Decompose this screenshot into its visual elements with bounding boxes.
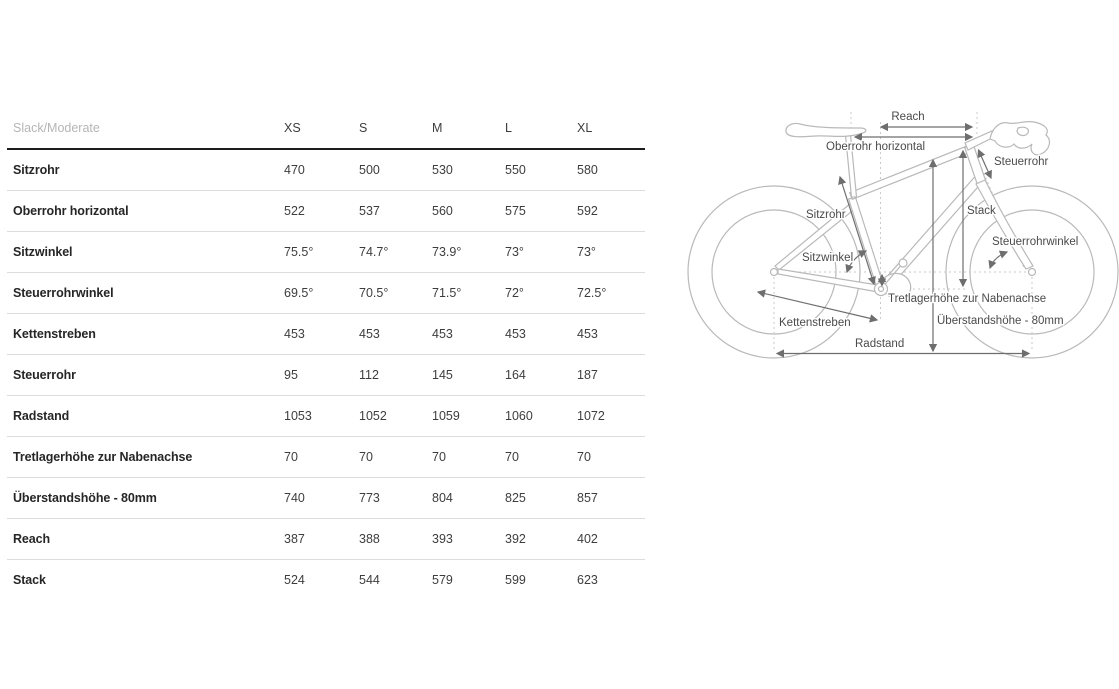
row-value: 575 — [505, 191, 577, 232]
row-label: Steuerrohrwinkel — [7, 273, 284, 314]
bottom-bracket — [875, 283, 888, 296]
column-header: S — [359, 109, 432, 149]
column-header: M — [432, 109, 505, 149]
row-value: 392 — [505, 519, 577, 560]
row-value: 71.5° — [432, 273, 505, 314]
saddle — [786, 123, 866, 136]
row-value: 470 — [284, 149, 359, 191]
row-value: 70 — [505, 437, 577, 478]
row-label: Überstandshöhe - 80mm — [7, 478, 284, 519]
row-value: 592 — [577, 191, 645, 232]
row-value: 599 — [505, 572, 526, 587]
table-row — [7, 232, 645, 273]
row-value: 773 — [359, 478, 432, 519]
stem — [965, 131, 994, 150]
row-value: 95 — [284, 355, 359, 396]
row-value: 73° — [577, 232, 645, 273]
row-value: 75.5° — [284, 232, 359, 273]
reach-label: Reach — [891, 111, 925, 123]
handlebar — [990, 122, 1049, 155]
rear-axle — [771, 269, 778, 276]
row-value: 1059 — [432, 396, 505, 437]
row-value: 530 — [432, 149, 505, 191]
row-label: Steuerrohr — [7, 355, 284, 396]
row-value: 623 — [577, 572, 598, 587]
table-row — [7, 191, 645, 232]
pedal-spindle — [899, 259, 907, 267]
row-value: 453 — [577, 314, 645, 355]
row-value: 187 — [577, 355, 645, 396]
row-value: 70 — [432, 437, 505, 478]
row-label: Kettenstreben — [7, 314, 284, 355]
row-value: 825 — [505, 478, 577, 519]
row-value: 453 — [359, 314, 432, 355]
row-value: 453 — [505, 314, 577, 355]
row-value: 544 — [359, 572, 380, 587]
geometry-table — [7, 109, 645, 600]
chain-stays — [778, 269, 878, 292]
row-value: 72° — [505, 273, 577, 314]
row-value: 579 — [432, 572, 453, 587]
sitzwinkel-label: Sitzwinkel — [802, 252, 854, 264]
row-value: 1052 — [359, 396, 432, 437]
steuerrohr-label: Steuerrohr — [994, 156, 1049, 168]
table-row — [7, 437, 645, 478]
row-value: 69.5° — [284, 273, 359, 314]
table-row — [7, 314, 645, 355]
row-value: 560 — [432, 191, 505, 232]
table-row — [7, 273, 645, 314]
table-row — [7, 560, 645, 601]
table-row — [7, 519, 645, 560]
row-value: 857 — [577, 478, 645, 519]
top-tube — [850, 146, 971, 200]
row-value: 453 — [432, 314, 505, 355]
seat-tube — [849, 197, 885, 290]
row-value: 1072 — [577, 396, 645, 437]
row-value: 740 — [284, 478, 359, 519]
row-value: 73° — [505, 232, 577, 273]
row-value: 73.9° — [432, 232, 505, 273]
sitzrohr-label: Sitzrohr — [806, 209, 846, 221]
ueberstandshoehe-label: Überstandshöhe - 80mm — [937, 315, 1064, 327]
row-label: Sitzwinkel — [7, 232, 284, 273]
row-value: 388 — [359, 519, 432, 560]
table-row — [7, 396, 645, 437]
row-value: 393 — [432, 519, 505, 560]
geometry-table-body — [7, 149, 645, 600]
row-value: 70 — [284, 437, 359, 478]
row-label: Stack — [13, 572, 46, 587]
row-value: 402 — [577, 519, 645, 560]
fork — [976, 180, 1033, 269]
row-value: 145 — [432, 355, 505, 396]
geometry-table-head — [7, 109, 645, 149]
bike-geometry-diagram — [680, 95, 1119, 370]
oberrohr-horizontal-label: Oberrohr horizontal — [826, 141, 926, 153]
stack-label: Stack — [967, 205, 996, 217]
row-value: 112 — [359, 355, 432, 396]
row-value: 580 — [577, 149, 645, 191]
table-row — [7, 478, 645, 519]
row-value: 524 — [284, 572, 305, 587]
row-value: 70 — [359, 437, 432, 478]
kettenstreben-label: Kettenstreben — [779, 317, 851, 329]
row-label: Radstand — [7, 396, 284, 437]
row-value: 500 — [359, 149, 432, 191]
table-row — [7, 149, 645, 191]
radstand-label: Radstand — [855, 338, 905, 350]
table-row — [7, 355, 645, 396]
row-value: 70 — [577, 437, 645, 478]
row-value: 522 — [284, 191, 359, 232]
handlebar-hood-cutout — [1017, 127, 1028, 135]
table-header-row — [7, 109, 645, 149]
row-value: 74.7° — [359, 232, 432, 273]
row-label: Tretlagerhöhe zur Nabenachse — [7, 437, 284, 478]
table-title: Slack/Moderate — [7, 109, 284, 149]
row-label: Oberrohr horizontal — [7, 191, 284, 232]
column-header: L — [505, 109, 577, 149]
column-header: XS — [284, 109, 359, 149]
row-label: Reach — [7, 519, 284, 560]
tretlagerhoehe-label: Tretlagerhöhe zur Nabenachse — [888, 293, 1047, 305]
row-value: 387 — [284, 519, 359, 560]
column-header: XL — [577, 109, 645, 149]
row-value: 70.5° — [359, 273, 432, 314]
row-value: 537 — [359, 191, 432, 232]
row-label: Sitzrohr — [7, 149, 284, 191]
steuerrohrwinkel-angle-arrow — [990, 252, 1007, 268]
row-value: 1060 — [505, 396, 577, 437]
row-value: 1053 — [284, 396, 359, 437]
row-value: 164 — [505, 355, 577, 396]
front-axle — [1029, 269, 1036, 276]
row-value: 550 — [505, 149, 577, 191]
row-value: 804 — [432, 478, 505, 519]
row-value: 72.5° — [577, 273, 645, 314]
steuerrohrwinkel-label: Steuerrohrwinkel — [992, 236, 1079, 248]
row-value: 453 — [284, 314, 359, 355]
